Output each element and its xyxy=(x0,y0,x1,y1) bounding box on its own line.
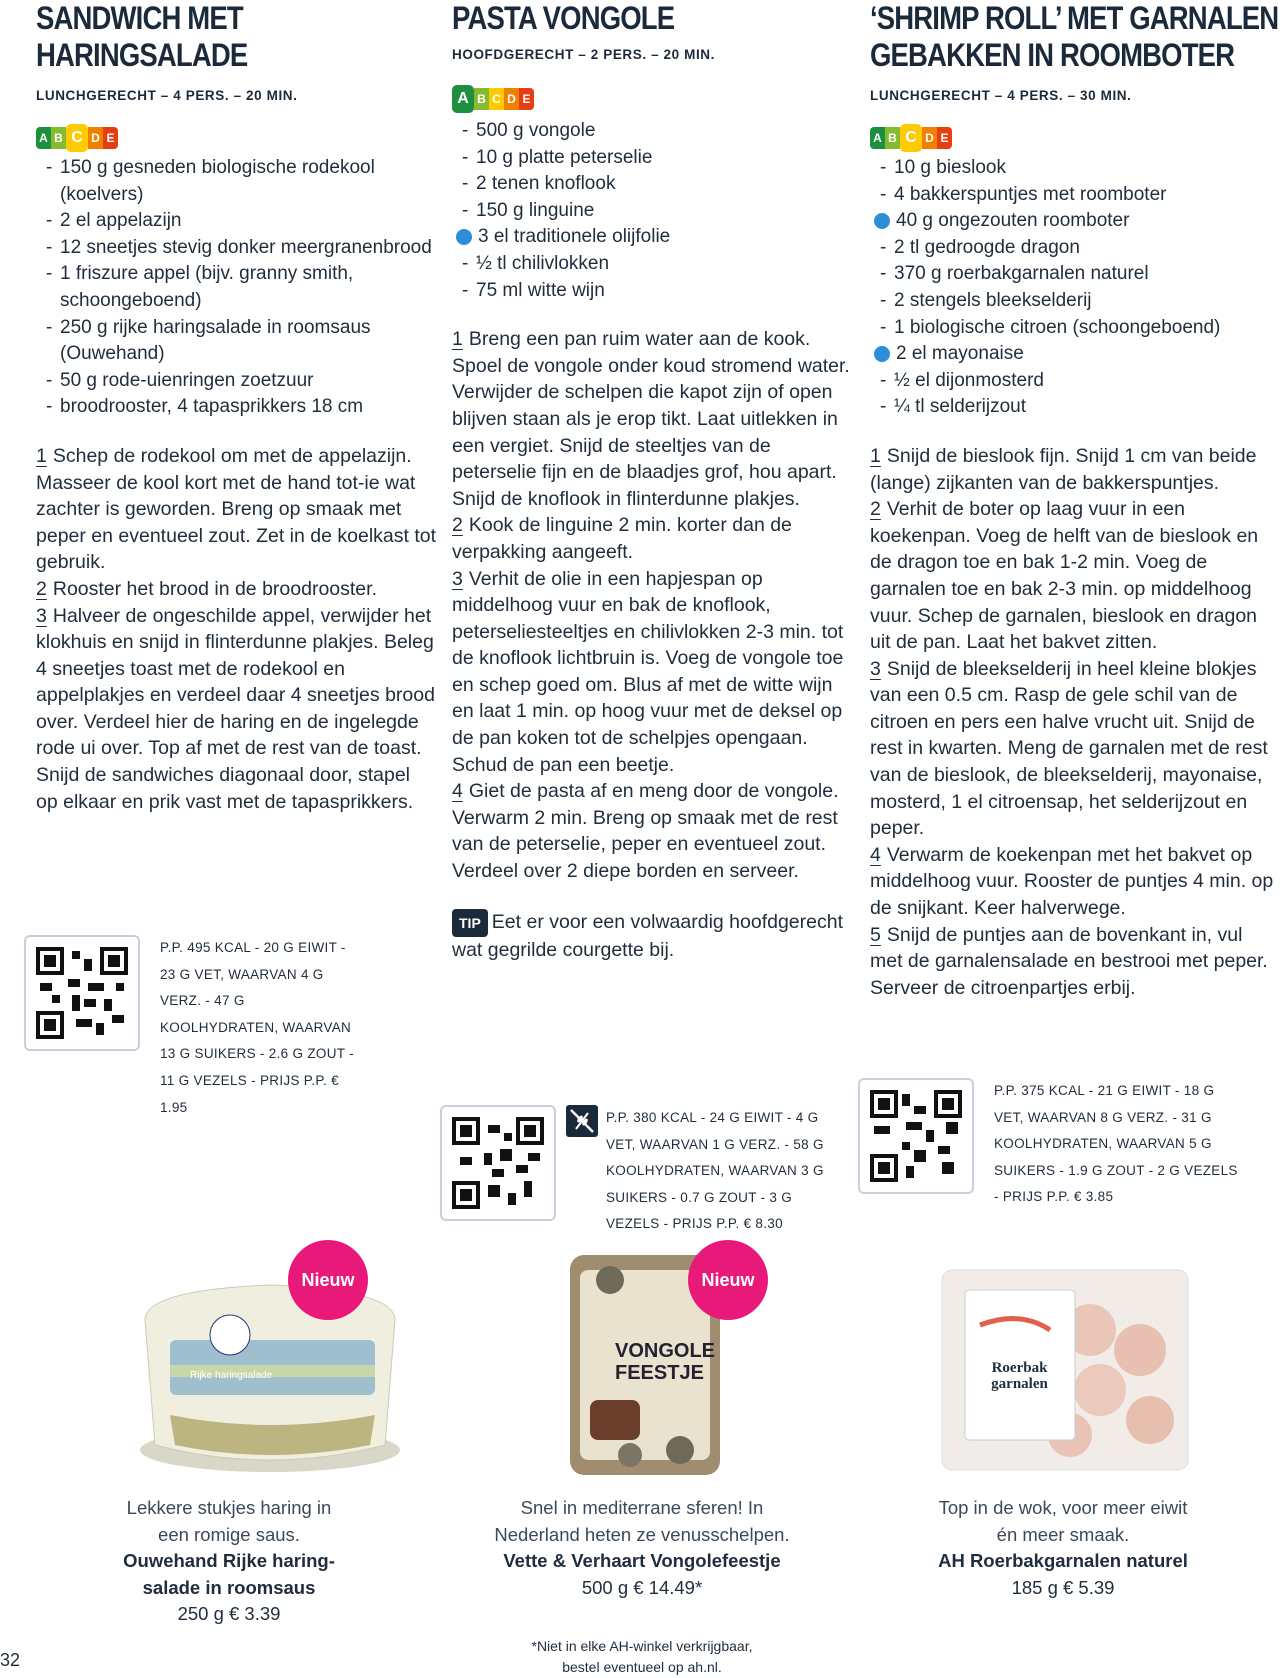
step: 2 Kook de linguine 2 min. korter dan de verpakking aangeeft. xyxy=(452,514,792,563)
nutrition-text: P.P. 375 KCAL - 21 G EIWIT - 18 G VET, WAARVAN 8 G VERZ. - 31 G KOOLHYDRATEN, WAARVAN 5 G SUIKERS - 1.9 G ZOUT - 2 G VEZELS - PRIJS P.P. € 3.85 xyxy=(994,1083,1238,1205)
haring-tub-icon xyxy=(130,1250,430,1480)
product-label: Rijke haringsalade xyxy=(190,1370,273,1381)
tip-badge: TIP xyxy=(452,909,488,938)
nutrition-box xyxy=(24,935,365,1121)
list-item: - 1 friszure appel (bijv. granny smith, schoongeboend) xyxy=(46,261,436,314)
recipe-pasta-vongole xyxy=(452,0,852,964)
product-caption: Lekkere stukjes haring in een romige saus. Ouwehand Rijke haring- salade in roomsaus 250 g € 3.39 xyxy=(123,1497,335,1625)
recipe-shrimp-roll xyxy=(870,0,1280,1001)
step: 3 Verhit de olie in een hapjespan op middelhoog vuur en bak de knoflook, peterseliesteeltjes en chilivlokken 2-3 min. tot de knoflook lichtbruin is. Voeg de vongole toe en schep goed om. Blus af met de witte wijn en laat 1 min. op hoog vuur met de deksel op de pan koken tot de schelpjes opengaan. Schud de pan een beetje. xyxy=(452,567,844,776)
list-item: - 250 g rijke haringsalade in roomsaus (Ouwehand) xyxy=(46,315,436,368)
nutriscore-badge: A B C D E xyxy=(870,125,1280,151)
list-item: - 2 el appelazijn xyxy=(46,208,436,235)
nutriscore-badge: A B C D E xyxy=(452,86,852,112)
list-item: - 12 sneetjes stevig donker meergranenbrood xyxy=(46,235,436,262)
qr-code[interactable] xyxy=(440,1105,556,1221)
nutriscore-badge: A B C D E xyxy=(36,125,436,151)
step: 1 Breng een pan ruim water aan de kook. Spoel de vongole onder koud stromend water. Verwijder de schelpen die kapot zijn of open blijven staan als je erop tikt. Laat uitlekken in een vergiet. Snijd de steeltjes van de peterselie fijn en de blaadjes grof, hou apart. Snijd de knoflook in flinterdunne plakjes. xyxy=(452,328,850,510)
ingredient-list xyxy=(46,155,436,421)
list-item: - 1 biologische citroen (schoongeboend) xyxy=(880,315,1280,342)
list-item: - 2 tl gedroogde dragon xyxy=(880,235,1280,262)
step: 1 Snijd de bieslook fijn. Snijd 1 cm van beide (lange) zijkanten van de bakkerspuntjes. xyxy=(870,444,1257,494)
list-item: - 4 bakkerspuntjes met roomboter xyxy=(880,182,1280,209)
recipe-title: ‘SHRIMP ROLL’ MET GARNALEN GEBAKKEN IN ROOMBOTER xyxy=(870,0,1279,73)
step: 4 Giet de pasta af en meng door de vongole. Verwarm 2 min. Breng op smaak met de rest van de peterselie, peper en eventueel zout. Verdeel over 2 diepe borden en serveer. xyxy=(452,780,839,883)
step: 4 Verwarm de koekenpan met het bakvet op middelhoog vuur. Rooster de puntjes 4 min. op de snijkant. Keer halverwege. xyxy=(870,843,1274,920)
list-item: - 2 stengels bleekselderij xyxy=(880,288,1280,315)
list-item: - ½ el dijonmosterd xyxy=(880,368,1280,395)
product-label: Roerbak garnalen xyxy=(991,1360,1048,1392)
nutrition-box xyxy=(858,1078,1244,1211)
list-item: - 75 ml witte wijn xyxy=(462,278,852,305)
step: 1 Schep de rodekool om met de appelazijn. Masseer de kool kort met de hand tot-ie wat zachter is geworden. Breng op smaak met peper en eventueel zout. Zet in de koelkast tot gebruik. xyxy=(36,444,437,574)
list-item: - 150 g gesneden biologische rodekool (koelvers) xyxy=(46,155,436,208)
footnote: *Niet in elke AH-winkel verkrijgbaar, bestel eventueel op ah.nl. xyxy=(531,1638,753,1675)
nutrition-text: P.P. 380 KCAL - 24 G EIWIT - 4 G VET, WAARVAN 1 G VERZ. - 58 G KOOLHYDRATEN, WAARVAN 3 G SUIKERS - 0.7 G ZOUT - 3 G VEZELS - PRIJS P.P. € 8.30 xyxy=(606,1110,824,1232)
step: 3 Snijd de bleekselderij in heel kleine blokjes van een 0.5 cm. Rasp de gele schil van de citroen en pers een halve vrucht uit. Snijd de rest in kwarten. Meng de garnalen met de rest van de bieslook, de bleekselderij, mayonaise, mosterd, 1 el citroensap, het selderijzout en peper. xyxy=(870,657,1268,840)
product-caption: Top in de wok, voor meer eiwit én meer smaak. AH Roerbakgarnalen naturel 185 g € 5.39 xyxy=(938,1497,1188,1598)
recipe-steps xyxy=(452,326,852,884)
list-item: - 150 g linguine xyxy=(462,198,852,225)
list-item: - ¼ tl selderijzout xyxy=(880,394,1280,421)
nutrition-text: P.P. 495 KCAL - 20 G EIWIT - 23 G VET, WAARVAN 4 G VERZ. - 47 G KOOLHYDRATEN, WAARVAN 13 G SUIKERS - 2.6 G ZOUT - 11 G VEZELS - PRIJS P.P. € 1.95 xyxy=(160,940,354,1115)
gluten-free-icon xyxy=(566,1105,598,1137)
list-item: - 500 g vongole xyxy=(462,118,852,145)
new-badge: Nieuw xyxy=(288,1240,368,1320)
tip: TIP Eet er voor een volwaardig hoofdgerecht wat gegrilde courgette bij. xyxy=(452,910,844,962)
recipe-title: PASTA VONGOLE xyxy=(452,0,675,36)
product-image-haringsalade xyxy=(130,1250,430,1480)
recipe-meta: HOOFDGERECHT – 2 PERS. – 20 MIN. xyxy=(452,47,716,62)
list-item: - 2 tenen knoflook xyxy=(462,171,852,198)
step: 5 Snijd de puntjes aan de bovenkant in, vul met de garnalensalade en bestrooi met peper. Serveer de citroenpartjes erbij. xyxy=(870,923,1268,999)
recipe-title: SANDWICH MET HARINGSALADE xyxy=(36,0,248,73)
step: 2 Verhit de boter op laag vuur in een koekenpan. Voeg de helft van de bieslook en de dragon toe en bak 1-2 min. Voeg de garnalen toe en bak 2-3 min. op middelhoog vuur. Schep de garnalen, bieslook en dragon uit de pan. Laat het bakvet zitten. xyxy=(870,498,1259,654)
ingredient-list xyxy=(462,118,852,304)
product-caption: Snel in mediterrane sferen! In Nederland heten ze venusschelpen. Vette & Verhaart Vongolefeestje 500 g € 14.49* xyxy=(494,1497,790,1598)
ingredient-list xyxy=(880,155,1280,421)
recipe-meta: LUNCHGERECHT – 4 PERS. – 20 MIN. xyxy=(36,88,298,103)
list-item: 3 el traditionele olijfolie xyxy=(462,224,852,251)
list-item: 2 el mayonaise xyxy=(880,341,1280,368)
product-image-vongole xyxy=(570,1250,755,1480)
step: 3 Halveer de ongeschilde appel, verwijder het klokhuis en snijd in flinterdunne plakjes. Beleg 4 sneetjes toast met de rodekool en appelplakjes en verdeel daar 4 sneetjes brood over. Verdeel hier de haring en de ingelegde rode ui over. Top af met de rest van de toast. Snijd de sandwiches diagonaal door, stapel op elkaar en prik vast met de tapasprikkers. xyxy=(36,604,435,813)
product-label: VONGOLE FEESTJE xyxy=(615,1340,716,1384)
list-item: - ½ tl chilivlokken xyxy=(462,251,852,278)
recipe-steps xyxy=(36,443,436,815)
list-item: - 10 g platte peterselie xyxy=(462,145,852,172)
list-item: - 10 g bieslook xyxy=(880,155,1280,182)
list-item: - 370 g roerbakgarnalen naturel xyxy=(880,261,1280,288)
list-item: - broodrooster, 4 tapasprikkers 18 cm xyxy=(46,394,436,421)
qr-code[interactable] xyxy=(858,1078,974,1194)
nutrition-box xyxy=(440,1105,831,1238)
qr-code[interactable] xyxy=(24,935,140,1051)
recipe-steps xyxy=(870,443,1280,1001)
product-image-garnalen xyxy=(940,1250,1190,1480)
new-badge: Nieuw xyxy=(688,1240,768,1320)
list-item: - 50 g rode-uienringen zoetzuur xyxy=(46,368,436,395)
page-number: 32 xyxy=(0,1650,21,1670)
step: 2 Rooster het brood in de broodrooster. xyxy=(36,577,377,600)
recipe-sandwich xyxy=(36,0,436,815)
recipe-meta: LUNCHGERECHT – 4 PERS. – 30 MIN. xyxy=(870,88,1132,103)
list-item: 40 g ongezouten roomboter xyxy=(880,208,1280,235)
